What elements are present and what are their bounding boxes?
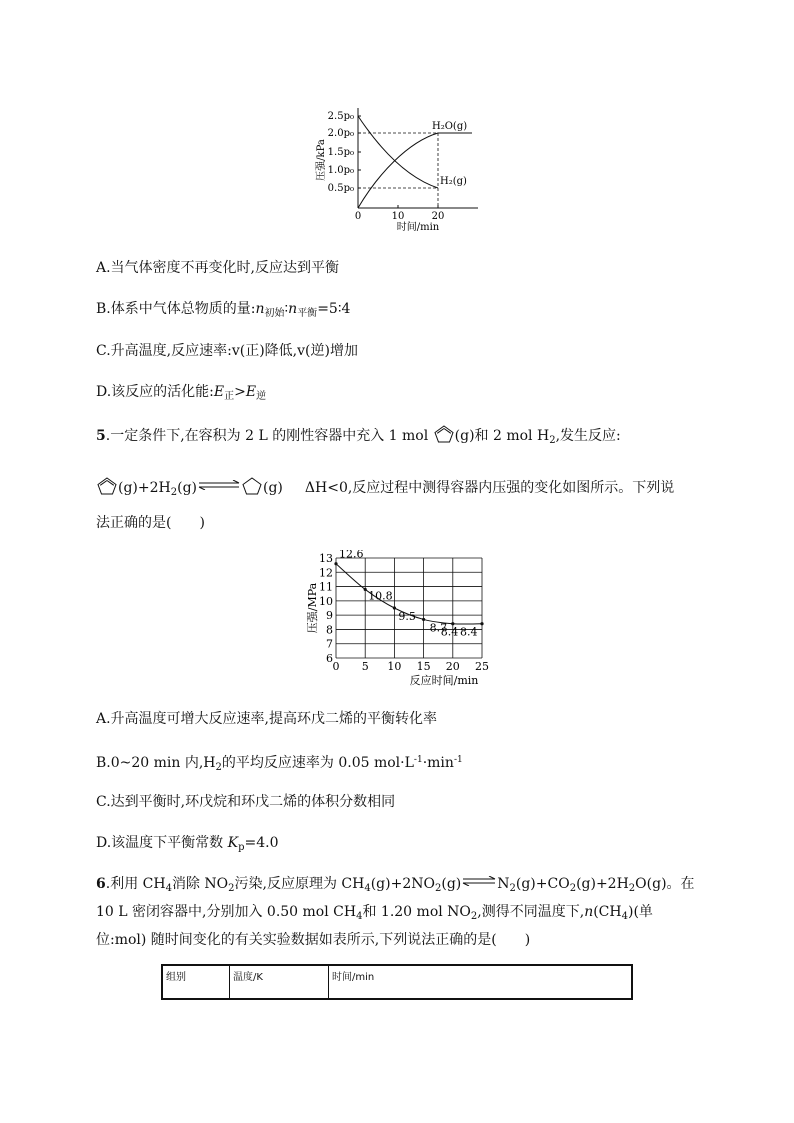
n-symbol: n <box>255 301 265 317</box>
q5-b-text: ·min <box>422 755 454 771</box>
q6-text: 和 1.20 mol NO <box>362 904 471 920</box>
x-tick-label: 25 <box>475 660 489 673</box>
x-tick-label: 5 <box>361 660 369 673</box>
y-tick-label: 10 <box>319 594 333 608</box>
q5-text: ,发生反应: <box>555 428 621 444</box>
e-symbol: E <box>213 384 225 400</box>
y-tick-label: 2.0p₀ <box>327 128 354 139</box>
q6-text: 10 L 密闭容器中,分别加入 0.50 mol CH <box>96 904 357 920</box>
n-symbol: n <box>288 301 298 317</box>
table-header-cell: 时间/min <box>329 965 633 999</box>
q6-text: (g)+2NO <box>370 876 435 892</box>
subscript: 2 <box>470 911 478 922</box>
x-tick-label: 0 <box>332 660 340 673</box>
q5-b-text: 的平均反应速率为 0.05 mol·L <box>221 755 414 771</box>
q6-text: O(g)。在 <box>635 876 695 892</box>
q5-option-c: C.达到平衡时,环戊烷和环戊二烯的体积分数相同 <box>96 794 396 810</box>
x-tick-label: 10 <box>391 211 405 222</box>
data-label: 10.8 <box>368 589 393 603</box>
q6-text: N <box>497 876 510 892</box>
cyclopentadiene-icon <box>96 476 118 496</box>
y-tick-label: 8 <box>326 623 333 637</box>
q4-b-prefix: B.体系中气体总物质的量: <box>96 301 256 317</box>
question-number: 5 <box>96 428 106 444</box>
h2-curve <box>358 116 438 188</box>
y-tick-label: 1.5p₀ <box>327 147 354 158</box>
ratio-sep: ∶ <box>284 301 289 317</box>
q6-text: 污染,反应原理为 CH <box>234 876 365 892</box>
e-symbol: E <box>245 384 257 400</box>
q5-option-d <box>96 834 279 857</box>
subscript: 2 <box>549 435 556 446</box>
x-axis-label: 时间/min <box>396 222 440 232</box>
y-axis-label: 压强/MPa <box>306 582 319 634</box>
n-symbol: n <box>584 904 594 920</box>
cyclopentane-icon <box>241 476 263 496</box>
subscript: 4 <box>165 883 172 894</box>
y-tick-label: 9 <box>326 609 333 623</box>
data-label: 9.5 <box>398 610 416 623</box>
q6-text: (CH <box>593 904 622 920</box>
y-tick-label: 11 <box>319 580 333 594</box>
subscript: 2 <box>569 883 577 894</box>
eq-text: (g) <box>177 480 197 496</box>
y-tick-label: 7 <box>326 637 333 651</box>
data-point <box>422 618 425 621</box>
x-tick-label: 0 <box>354 211 362 222</box>
cyclopentadiene-icon <box>433 424 455 444</box>
eq-text: (g)+2H <box>118 480 171 496</box>
eq-text: ΔH<0,反应过程中测得容器内压强的变化如图所示。下列说 <box>304 480 675 496</box>
equilibrium-arrow-icon <box>197 480 241 490</box>
table-header-cell: 组别 <box>162 965 230 999</box>
pressure-kpa-chart <box>312 104 482 232</box>
q5-stem-line1 <box>96 424 621 450</box>
data-point <box>334 562 337 565</box>
q6-stem-line2 <box>96 903 653 926</box>
q5-option-a: A.升高温度可增大反应速率,提高环戊二烯的平衡转化率 <box>96 711 438 727</box>
subscript: p <box>238 842 245 853</box>
h2-label: H₂(g) <box>440 176 467 187</box>
subscript: 2 <box>215 762 222 773</box>
q5-stem-line3: 法正确的是( ) <box>96 515 205 531</box>
table-header-cell: 温度/K <box>230 965 329 999</box>
q5-b-text: B.0~20 min 内,H <box>96 755 216 771</box>
q5-text: (g)和 2 mol H <box>454 428 550 444</box>
q6-stem-line3: 位:mol) 随时间变化的有关实验数据如表所示,下列说法正确的是( ) <box>96 932 531 948</box>
q6-text: (g)+2H <box>576 876 629 892</box>
y-tick-label: 6 <box>326 652 333 665</box>
q5-d-text: =4.0 <box>244 835 279 851</box>
table-row <box>162 965 632 999</box>
gt-sign: > <box>234 384 246 400</box>
q6-text: .利用 CH <box>105 876 166 892</box>
subscript: 2 <box>228 883 235 894</box>
data-point <box>364 588 367 591</box>
subscript: 4 <box>621 911 628 922</box>
data-label: 12.6 <box>339 550 364 561</box>
k-symbol: K <box>227 835 239 851</box>
q6-text: (g) <box>441 876 462 892</box>
superscript: -1 <box>453 755 463 765</box>
h2o-curve <box>358 133 472 208</box>
x-tick-label: 15 <box>416 660 431 673</box>
data-label: 8.4 <box>460 625 478 639</box>
q5-text: .一定条件下,在容积为 2 L 的刚性容器中充入 1 mol <box>105 428 433 444</box>
q4-option-d <box>96 383 266 406</box>
h2o-label: H₂O(g) <box>432 121 468 132</box>
q5-option-b <box>96 751 463 777</box>
y-axis-label: 压强/kPa <box>316 139 327 181</box>
data-point <box>480 622 483 625</box>
sub-initial: 初始 <box>264 308 285 319</box>
y-tick-label: 12 <box>319 566 333 580</box>
data-label: 8.7 <box>429 621 448 635</box>
q4-option-a: A.当气体密度不再变化时,反应达到平衡 <box>96 260 340 276</box>
subscript: 2 <box>434 883 442 894</box>
q4-d-prefix: D.该反应的活化能: <box>96 384 214 400</box>
q4-option-b <box>96 300 350 323</box>
q6-stem-line1 <box>96 875 695 898</box>
ratio-value: =5∶4 <box>317 301 351 317</box>
y-tick-label: 2.5p₀ <box>327 111 354 122</box>
q5-equation-line <box>96 476 674 502</box>
q6-text: (g)+CO <box>515 876 570 892</box>
x-tick-label: 10 <box>387 660 402 673</box>
subscript: 2 <box>170 487 178 498</box>
superscript: -1 <box>413 755 423 765</box>
data-label: 8.4 <box>440 625 459 639</box>
y-tick-label: 13 <box>319 552 333 565</box>
sub-equilibrium: 平衡 <box>297 308 318 319</box>
sub-reverse: 逆 <box>256 391 267 402</box>
sub-forward: 正 <box>224 391 235 402</box>
equilibrium-arrow-icon <box>461 876 497 886</box>
q6-text: )(单 <box>627 904 653 920</box>
y-tick-label: 0.5p₀ <box>327 183 354 194</box>
pressure-mpa-chart <box>302 550 498 690</box>
subscript: 4 <box>356 911 363 922</box>
q5-d-text: D.该温度下平衡常数 <box>96 835 228 851</box>
subscript: 2 <box>509 883 516 894</box>
x-tick-label: 20 <box>445 660 460 673</box>
x-tick-label: 20 <box>431 211 445 222</box>
q6-text: 消除 NO <box>171 876 229 892</box>
data-point <box>393 606 396 609</box>
data-table <box>161 964 633 1000</box>
subscript: 4 <box>364 883 371 894</box>
y-tick-label: 1.0p₀ <box>327 165 354 176</box>
x-axis-label: 反应时间/min <box>409 674 479 687</box>
q4-option-c: C.升高温度,反应速率:v(正)降低,v(逆)增加 <box>96 343 358 359</box>
question-number: 6 <box>96 876 106 892</box>
q6-text: ,测得不同温度下, <box>477 904 585 920</box>
eq-text: (g) <box>263 480 283 496</box>
subscript: 2 <box>628 883 636 894</box>
